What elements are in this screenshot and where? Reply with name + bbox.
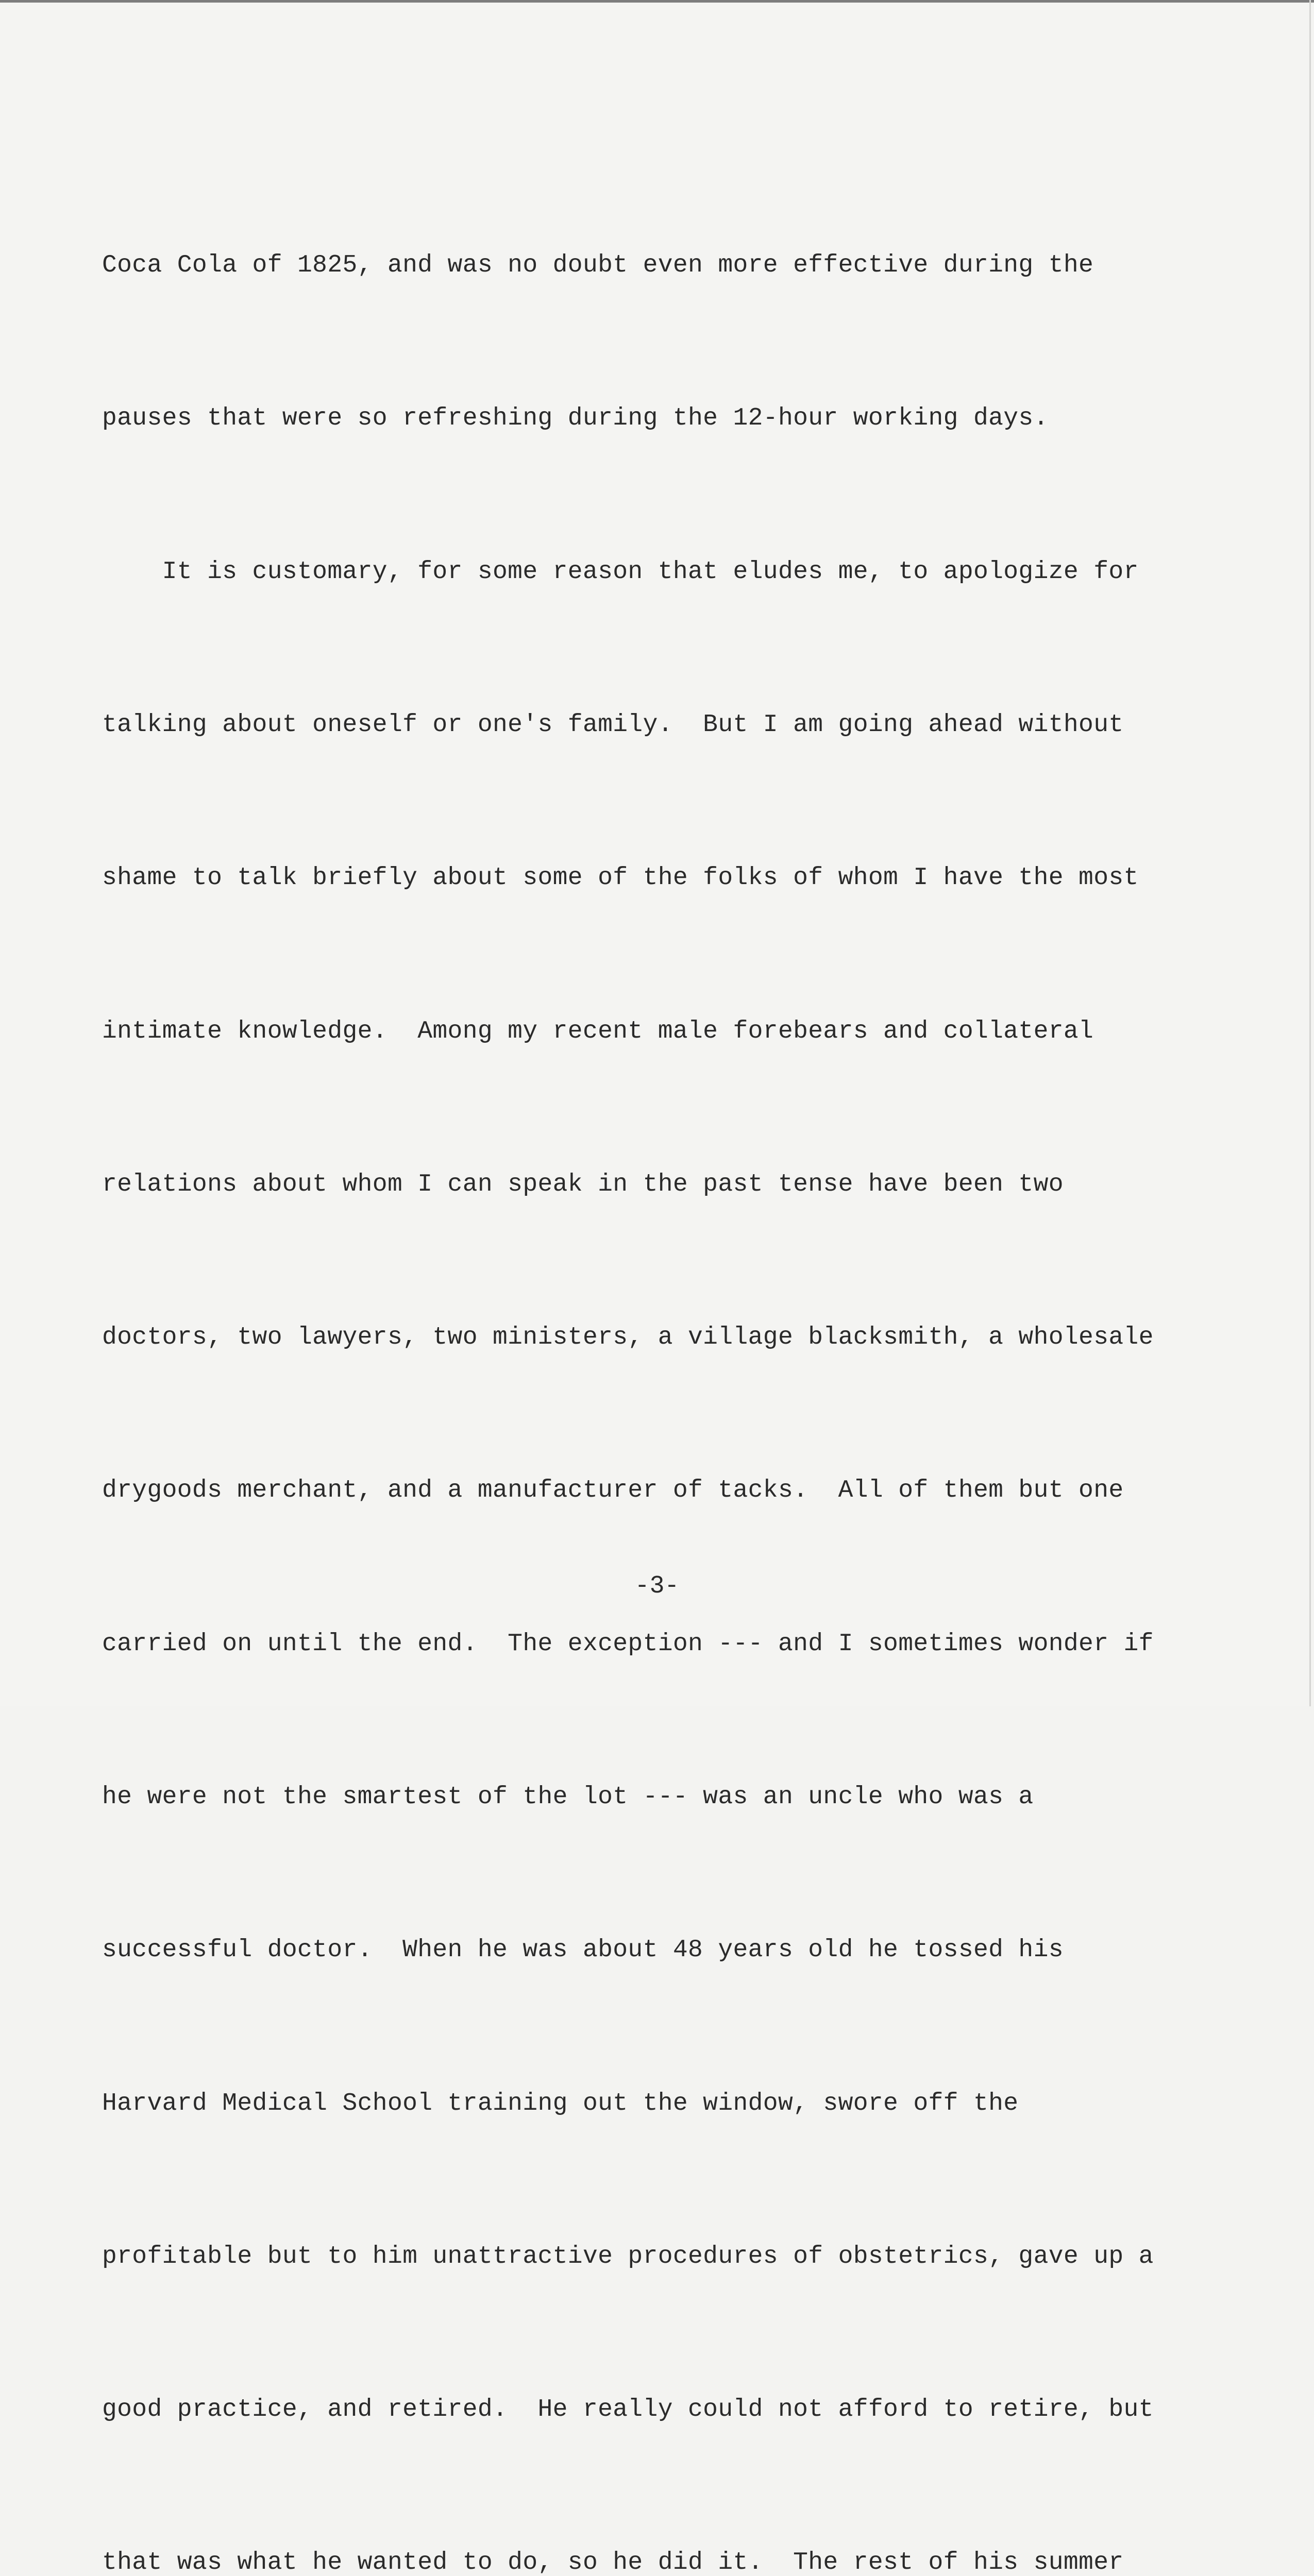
text-line: he were not the smartest of the lot --- was an uncle who was a: [102, 1783, 1034, 1811]
text-line: good practice, and retired. He really could not afford to retire, but: [102, 2396, 1154, 2424]
text-line: It is customary, for some reason that eludes me, to apologize for: [102, 557, 1139, 586]
text-line: drygoods merchant, and a manufacturer of tacks. All of them but one: [102, 1477, 1124, 1505]
text-line: intimate knowledge. Among my recent male forebears and collateral: [102, 1017, 1094, 1045]
text-line: Coca Cola of 1825, and was no doubt even more effective during the: [102, 251, 1094, 280]
page-number: -3-: [634, 1572, 680, 1600]
text-line: profitable but to him unattractive procedures of obstetrics, gave up a: [102, 2242, 1154, 2270]
text-line: shame to talk briefly about some of the folks of whom I have the most: [102, 864, 1139, 892]
text-line: Harvard Medical School training out the window, swore off the: [102, 2089, 1019, 2117]
body-text: [102, 138, 1205, 2576]
text-line: that was what he wanted to do, so he did it. The rest of his summer: [102, 2549, 1124, 2576]
text-line: successful doctor. When he was about 48 years old he tossed his: [102, 1936, 1064, 1964]
text-line: talking about oneself or one's family. But I am going ahead without: [102, 711, 1124, 739]
scan-right-edge: [1309, 0, 1311, 1706]
text-line: doctors, two lawyers, two ministers, a village blacksmith, a wholesale: [102, 1324, 1154, 1352]
text-line: carried on until the end. The exception --- and I sometimes wonder if: [102, 1630, 1154, 1658]
scan-top-edge: [0, 0, 1314, 3]
text-line: pauses that were so refreshing during the 12-hour working days.: [102, 404, 1049, 433]
text-line: relations about whom I can speak in the past tense have been two: [102, 1170, 1064, 1198]
